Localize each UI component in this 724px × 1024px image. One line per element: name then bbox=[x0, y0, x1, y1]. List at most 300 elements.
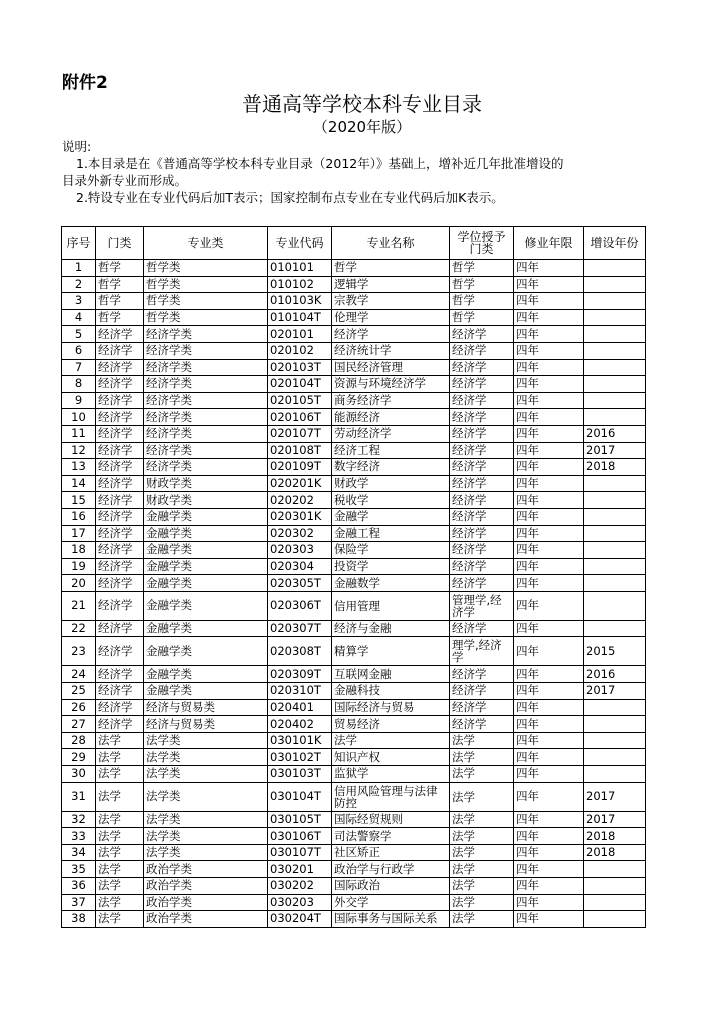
cell-discipline: 哲学类 bbox=[144, 276, 268, 293]
cell-degree: 经济学 bbox=[450, 376, 514, 393]
cell-index: 14 bbox=[62, 475, 96, 492]
table-row bbox=[62, 575, 646, 592]
cell-code: 030107T bbox=[268, 844, 332, 861]
cell-year-added bbox=[584, 293, 646, 310]
note-item-1-line-1: 1.本目录是在《普通高等学校本科专业目录（2012年）》基础上，增补近几年批准增设的 bbox=[76, 156, 564, 171]
cell-year-added: 2018 bbox=[584, 828, 646, 845]
document-subtitle: （2020年版） bbox=[312, 118, 412, 136]
cell-duration: 四年 bbox=[514, 276, 584, 293]
cell-degree: 经济学 bbox=[450, 442, 514, 459]
table-header-row bbox=[62, 227, 646, 260]
cell-degree: 法学 bbox=[450, 911, 514, 928]
cell-index: 10 bbox=[62, 409, 96, 426]
table-row bbox=[62, 542, 646, 559]
cell-code: 020109T bbox=[268, 459, 332, 476]
cell-category: 经济学 bbox=[96, 525, 144, 542]
cell-code: 010102 bbox=[268, 276, 332, 293]
cell-discipline: 法学类 bbox=[144, 844, 268, 861]
cell-category: 经济学 bbox=[96, 459, 144, 476]
cell-category: 法学 bbox=[96, 861, 144, 878]
notes-heading: 说明: bbox=[62, 139, 92, 154]
cell-discipline: 经济学类 bbox=[144, 376, 268, 393]
cell-major-name: 伦理学 bbox=[332, 309, 450, 326]
cell-duration: 四年 bbox=[514, 861, 584, 878]
cell-major-name: 政治学与行政学 bbox=[332, 861, 450, 878]
cell-year-added: 2015 bbox=[584, 637, 646, 666]
cell-index: 4 bbox=[62, 309, 96, 326]
cell-major-name: 金融工程 bbox=[332, 525, 450, 542]
cell-duration: 四年 bbox=[514, 683, 584, 700]
cell-index: 7 bbox=[62, 359, 96, 376]
table-row bbox=[62, 276, 646, 293]
table-row bbox=[62, 342, 646, 359]
table-row bbox=[62, 425, 646, 442]
table-row bbox=[62, 782, 646, 811]
cell-code: 010103K bbox=[268, 293, 332, 310]
cell-degree: 法学 bbox=[450, 861, 514, 878]
cell-category: 经济学 bbox=[96, 409, 144, 426]
cell-year-added: 2016 bbox=[584, 425, 646, 442]
cell-major-name: 劳动经济学 bbox=[332, 425, 450, 442]
cell-year-added bbox=[584, 894, 646, 911]
cell-category: 法学 bbox=[96, 828, 144, 845]
cell-major-name: 信用风险管理与法律防控 bbox=[332, 782, 450, 811]
table-row bbox=[62, 620, 646, 637]
cell-code: 020108T bbox=[268, 442, 332, 459]
cell-duration: 四年 bbox=[514, 749, 584, 766]
cell-code: 020310T bbox=[268, 683, 332, 700]
cell-degree: 经济学 bbox=[450, 683, 514, 700]
cell-major-name: 司法警察学 bbox=[332, 828, 450, 845]
table-row bbox=[62, 766, 646, 783]
cell-category: 哲学 bbox=[96, 309, 144, 326]
cell-degree: 经济学 bbox=[450, 699, 514, 716]
cell-index: 11 bbox=[62, 425, 96, 442]
cell-major-name: 税收学 bbox=[332, 492, 450, 509]
cell-major-name: 监狱学 bbox=[332, 766, 450, 783]
cell-duration: 四年 bbox=[514, 409, 584, 426]
cell-degree: 经济学 bbox=[450, 342, 514, 359]
cell-index: 24 bbox=[62, 666, 96, 683]
cell-index: 2 bbox=[62, 276, 96, 293]
cell-major-name: 商务经济学 bbox=[332, 392, 450, 409]
cell-index: 27 bbox=[62, 716, 96, 733]
cell-code: 030201 bbox=[268, 861, 332, 878]
table-row bbox=[62, 811, 646, 828]
cell-year-added bbox=[584, 342, 646, 359]
cell-duration: 四年 bbox=[514, 309, 584, 326]
cell-year-added: 2017 bbox=[584, 683, 646, 700]
cell-major-name: 数字经济 bbox=[332, 459, 450, 476]
cell-year-added bbox=[584, 620, 646, 637]
cell-index: 34 bbox=[62, 844, 96, 861]
header-category: 门类 bbox=[96, 227, 144, 260]
cell-index: 6 bbox=[62, 342, 96, 359]
header-degree: 学位授予门类 bbox=[450, 227, 514, 260]
cell-major-name: 财政学 bbox=[332, 475, 450, 492]
cell-duration: 四年 bbox=[514, 359, 584, 376]
cell-code: 020303 bbox=[268, 542, 332, 559]
cell-degree: 经济学 bbox=[450, 475, 514, 492]
cell-index: 16 bbox=[62, 508, 96, 525]
cell-index: 33 bbox=[62, 828, 96, 845]
cell-degree: 经济学 bbox=[450, 409, 514, 426]
cell-year-added: 2018 bbox=[584, 459, 646, 476]
cell-code: 020105T bbox=[268, 392, 332, 409]
cell-code: 030202 bbox=[268, 878, 332, 895]
cell-category: 经济学 bbox=[96, 542, 144, 559]
cell-year-added bbox=[584, 732, 646, 749]
cell-discipline: 经济学类 bbox=[144, 425, 268, 442]
table-row bbox=[62, 828, 646, 845]
cell-duration: 四年 bbox=[514, 575, 584, 592]
cell-degree: 经济学 bbox=[450, 459, 514, 476]
cell-code: 020301K bbox=[268, 508, 332, 525]
cell-category: 哲学 bbox=[96, 260, 144, 277]
cell-major-name: 国际事务与国际关系 bbox=[332, 911, 450, 928]
cell-major-name: 国际经济与贸易 bbox=[332, 699, 450, 716]
cell-degree: 法学 bbox=[450, 844, 514, 861]
table-body bbox=[62, 260, 646, 928]
cell-code: 020306T bbox=[268, 591, 332, 620]
cell-major-name: 互联网金融 bbox=[332, 666, 450, 683]
cell-degree: 经济学 bbox=[450, 359, 514, 376]
cell-duration: 四年 bbox=[514, 459, 584, 476]
table-row bbox=[62, 442, 646, 459]
cell-index: 23 bbox=[62, 637, 96, 666]
cell-category: 哲学 bbox=[96, 276, 144, 293]
cell-discipline: 经济学类 bbox=[144, 409, 268, 426]
document-title: 普通高等学校本科专业目录 bbox=[242, 92, 482, 116]
cell-discipline: 哲学类 bbox=[144, 293, 268, 310]
cell-year-added bbox=[584, 766, 646, 783]
cell-degree: 哲学 bbox=[450, 293, 514, 310]
cell-degree: 管理学,经济学 bbox=[450, 591, 514, 620]
cell-major-name: 金融数学 bbox=[332, 575, 450, 592]
cell-duration: 四年 bbox=[514, 492, 584, 509]
cell-discipline: 政治学类 bbox=[144, 894, 268, 911]
cell-index: 19 bbox=[62, 558, 96, 575]
table-row bbox=[62, 844, 646, 861]
cell-index: 28 bbox=[62, 732, 96, 749]
cell-code: 020402 bbox=[268, 716, 332, 733]
cell-duration: 四年 bbox=[514, 811, 584, 828]
cell-duration: 四年 bbox=[514, 637, 584, 666]
cell-duration: 四年 bbox=[514, 508, 584, 525]
table-row bbox=[62, 878, 646, 895]
cell-year-added bbox=[584, 392, 646, 409]
cell-code: 010101 bbox=[268, 260, 332, 277]
table-row bbox=[62, 591, 646, 620]
cell-year-added bbox=[584, 260, 646, 277]
cell-discipline: 法学类 bbox=[144, 749, 268, 766]
cell-degree: 法学 bbox=[450, 766, 514, 783]
cell-category: 法学 bbox=[96, 878, 144, 895]
table-row bbox=[62, 260, 646, 277]
cell-major-name: 经济工程 bbox=[332, 442, 450, 459]
cell-code: 020305T bbox=[268, 575, 332, 592]
table-row bbox=[62, 492, 646, 509]
cell-duration: 四年 bbox=[514, 293, 584, 310]
cell-index: 30 bbox=[62, 766, 96, 783]
cell-code: 020104T bbox=[268, 376, 332, 393]
cell-major-name: 保险学 bbox=[332, 542, 450, 559]
cell-major-name: 逻辑学 bbox=[332, 276, 450, 293]
cell-major-name: 精算学 bbox=[332, 637, 450, 666]
cell-code: 030105T bbox=[268, 811, 332, 828]
cell-major-name: 宗教学 bbox=[332, 293, 450, 310]
cell-index: 21 bbox=[62, 591, 96, 620]
cell-degree: 哲学 bbox=[450, 309, 514, 326]
cell-degree: 法学 bbox=[450, 749, 514, 766]
cell-index: 8 bbox=[62, 376, 96, 393]
cell-year-added: 2017 bbox=[584, 782, 646, 811]
table-row bbox=[62, 293, 646, 310]
cell-code: 020102 bbox=[268, 342, 332, 359]
cell-code: 030203 bbox=[268, 894, 332, 911]
cell-duration: 四年 bbox=[514, 828, 584, 845]
cell-index: 38 bbox=[62, 911, 96, 928]
cell-category: 经济学 bbox=[96, 666, 144, 683]
cell-degree: 经济学 bbox=[450, 542, 514, 559]
cell-degree: 经济学 bbox=[450, 425, 514, 442]
cell-duration: 四年 bbox=[514, 620, 584, 637]
note-item-2: 2.特设专业在专业代码后加T表示；国家控制布点专业在专业代码后加K表示。 bbox=[76, 190, 504, 205]
major-catalog-table bbox=[61, 226, 646, 928]
cell-code: 020101 bbox=[268, 326, 332, 343]
cell-duration: 四年 bbox=[514, 844, 584, 861]
cell-discipline: 财政学类 bbox=[144, 475, 268, 492]
cell-discipline: 经济与贸易类 bbox=[144, 716, 268, 733]
cell-year-added bbox=[584, 475, 646, 492]
cell-major-name: 经济与金融 bbox=[332, 620, 450, 637]
cell-category: 经济学 bbox=[96, 637, 144, 666]
cell-discipline: 经济学类 bbox=[144, 359, 268, 376]
cell-index: 5 bbox=[62, 326, 96, 343]
cell-degree: 经济学 bbox=[450, 575, 514, 592]
cell-category: 经济学 bbox=[96, 425, 144, 442]
cell-category: 经济学 bbox=[96, 475, 144, 492]
table-row bbox=[62, 749, 646, 766]
cell-discipline: 经济学类 bbox=[144, 459, 268, 476]
cell-category: 经济学 bbox=[96, 683, 144, 700]
header-year-added: 增设年份 bbox=[584, 227, 646, 260]
cell-discipline: 法学类 bbox=[144, 782, 268, 811]
cell-duration: 四年 bbox=[514, 878, 584, 895]
cell-discipline: 金融学类 bbox=[144, 558, 268, 575]
cell-code: 020309T bbox=[268, 666, 332, 683]
cell-index: 20 bbox=[62, 575, 96, 592]
cell-degree: 经济学 bbox=[450, 558, 514, 575]
cell-duration: 四年 bbox=[514, 911, 584, 928]
cell-index: 13 bbox=[62, 459, 96, 476]
cell-code: 020201K bbox=[268, 475, 332, 492]
cell-category: 经济学 bbox=[96, 392, 144, 409]
cell-discipline: 经济学类 bbox=[144, 342, 268, 359]
table-row bbox=[62, 699, 646, 716]
table-row bbox=[62, 525, 646, 542]
cell-category: 哲学 bbox=[96, 293, 144, 310]
cell-code: 020106T bbox=[268, 409, 332, 426]
cell-duration: 四年 bbox=[514, 392, 584, 409]
cell-index: 1 bbox=[62, 260, 96, 277]
cell-degree: 法学 bbox=[450, 782, 514, 811]
cell-major-name: 贸易经济 bbox=[332, 716, 450, 733]
cell-category: 法学 bbox=[96, 811, 144, 828]
cell-degree: 理学,经济学 bbox=[450, 637, 514, 666]
cell-degree: 经济学 bbox=[450, 326, 514, 343]
cell-category: 经济学 bbox=[96, 326, 144, 343]
cell-category: 法学 bbox=[96, 782, 144, 811]
cell-category: 法学 bbox=[96, 844, 144, 861]
cell-degree: 经济学 bbox=[450, 392, 514, 409]
cell-year-added bbox=[584, 575, 646, 592]
table-row bbox=[62, 376, 646, 393]
cell-year-added bbox=[584, 276, 646, 293]
cell-duration: 四年 bbox=[514, 342, 584, 359]
cell-index: 17 bbox=[62, 525, 96, 542]
cell-year-added: 2016 bbox=[584, 666, 646, 683]
table-row bbox=[62, 326, 646, 343]
table-row bbox=[62, 732, 646, 749]
notes-section bbox=[62, 138, 662, 206]
table-row bbox=[62, 911, 646, 928]
cell-index: 22 bbox=[62, 620, 96, 637]
cell-discipline: 法学类 bbox=[144, 811, 268, 828]
cell-discipline: 法学类 bbox=[144, 732, 268, 749]
cell-year-added bbox=[584, 699, 646, 716]
cell-code: 030102T bbox=[268, 749, 332, 766]
cell-degree: 经济学 bbox=[450, 525, 514, 542]
cell-code: 020307T bbox=[268, 620, 332, 637]
cell-duration: 四年 bbox=[514, 666, 584, 683]
cell-discipline: 法学类 bbox=[144, 766, 268, 783]
cell-index: 31 bbox=[62, 782, 96, 811]
cell-discipline: 金融学类 bbox=[144, 525, 268, 542]
cell-code: 020103T bbox=[268, 359, 332, 376]
cell-degree: 经济学 bbox=[450, 620, 514, 637]
cell-discipline: 法学类 bbox=[144, 828, 268, 845]
cell-year-added bbox=[584, 861, 646, 878]
cell-category: 经济学 bbox=[96, 591, 144, 620]
cell-duration: 四年 bbox=[514, 591, 584, 620]
cell-year-added bbox=[584, 492, 646, 509]
cell-major-name: 知识产权 bbox=[332, 749, 450, 766]
cell-year-added bbox=[584, 542, 646, 559]
table-row bbox=[62, 309, 646, 326]
cell-duration: 四年 bbox=[514, 558, 584, 575]
cell-index: 3 bbox=[62, 293, 96, 310]
cell-degree: 法学 bbox=[450, 894, 514, 911]
cell-code: 020107T bbox=[268, 425, 332, 442]
cell-major-name: 外交学 bbox=[332, 894, 450, 911]
cell-index: 26 bbox=[62, 699, 96, 716]
cell-discipline: 经济学类 bbox=[144, 392, 268, 409]
cell-index: 25 bbox=[62, 683, 96, 700]
cell-discipline: 财政学类 bbox=[144, 492, 268, 509]
cell-category: 法学 bbox=[96, 732, 144, 749]
cell-duration: 四年 bbox=[514, 442, 584, 459]
cell-index: 37 bbox=[62, 894, 96, 911]
cell-major-name: 金融科技 bbox=[332, 683, 450, 700]
cell-year-added bbox=[584, 878, 646, 895]
cell-code: 030104T bbox=[268, 782, 332, 811]
cell-index: 35 bbox=[62, 861, 96, 878]
table-row bbox=[62, 475, 646, 492]
cell-degree: 经济学 bbox=[450, 716, 514, 733]
cell-year-added bbox=[584, 525, 646, 542]
cell-major-name: 能源经济 bbox=[332, 409, 450, 426]
cell-year-added bbox=[584, 716, 646, 733]
cell-category: 法学 bbox=[96, 749, 144, 766]
cell-code: 020202 bbox=[268, 492, 332, 509]
cell-discipline: 政治学类 bbox=[144, 861, 268, 878]
header-duration: 修业年限 bbox=[514, 227, 584, 260]
cell-year-added bbox=[584, 309, 646, 326]
cell-category: 经济学 bbox=[96, 342, 144, 359]
cell-index: 29 bbox=[62, 749, 96, 766]
header-index: 序号 bbox=[62, 227, 96, 260]
cell-major-name: 经济统计学 bbox=[332, 342, 450, 359]
cell-duration: 四年 bbox=[514, 732, 584, 749]
cell-duration: 四年 bbox=[514, 766, 584, 783]
cell-code: 010104T bbox=[268, 309, 332, 326]
cell-index: 9 bbox=[62, 392, 96, 409]
cell-discipline: 金融学类 bbox=[144, 508, 268, 525]
cell-degree: 法学 bbox=[450, 811, 514, 828]
cell-category: 法学 bbox=[96, 766, 144, 783]
cell-major-name: 经济学 bbox=[332, 326, 450, 343]
table-row bbox=[62, 666, 646, 683]
cell-year-added: 2017 bbox=[584, 442, 646, 459]
table-row bbox=[62, 359, 646, 376]
table-row bbox=[62, 683, 646, 700]
cell-year-added bbox=[584, 558, 646, 575]
cell-major-name: 投资学 bbox=[332, 558, 450, 575]
header-code: 专业代码 bbox=[268, 227, 332, 260]
cell-year-added bbox=[584, 376, 646, 393]
cell-year-added bbox=[584, 911, 646, 928]
cell-category: 经济学 bbox=[96, 699, 144, 716]
cell-index: 32 bbox=[62, 811, 96, 828]
cell-duration: 四年 bbox=[514, 699, 584, 716]
cell-duration: 四年 bbox=[514, 542, 584, 559]
cell-code: 030106T bbox=[268, 828, 332, 845]
note-item-1-line-2: 目录外新专业而形成。 bbox=[62, 173, 188, 188]
cell-code: 030204T bbox=[268, 911, 332, 928]
cell-duration: 四年 bbox=[514, 782, 584, 811]
cell-category: 经济学 bbox=[96, 558, 144, 575]
header-discipline: 专业类 bbox=[144, 227, 268, 260]
cell-duration: 四年 bbox=[514, 326, 584, 343]
cell-year-added bbox=[584, 409, 646, 426]
cell-category: 法学 bbox=[96, 894, 144, 911]
cell-discipline: 金融学类 bbox=[144, 575, 268, 592]
table-row bbox=[62, 392, 646, 409]
cell-major-name: 金融学 bbox=[332, 508, 450, 525]
cell-year-added bbox=[584, 749, 646, 766]
cell-category: 经济学 bbox=[96, 376, 144, 393]
cell-category: 经济学 bbox=[96, 492, 144, 509]
cell-code: 020304 bbox=[268, 558, 332, 575]
cell-code: 030103T bbox=[268, 766, 332, 783]
cell-discipline: 金融学类 bbox=[144, 620, 268, 637]
cell-index: 15 bbox=[62, 492, 96, 509]
cell-major-name: 信用管理 bbox=[332, 591, 450, 620]
cell-degree: 法学 bbox=[450, 878, 514, 895]
cell-category: 经济学 bbox=[96, 508, 144, 525]
cell-duration: 四年 bbox=[514, 475, 584, 492]
